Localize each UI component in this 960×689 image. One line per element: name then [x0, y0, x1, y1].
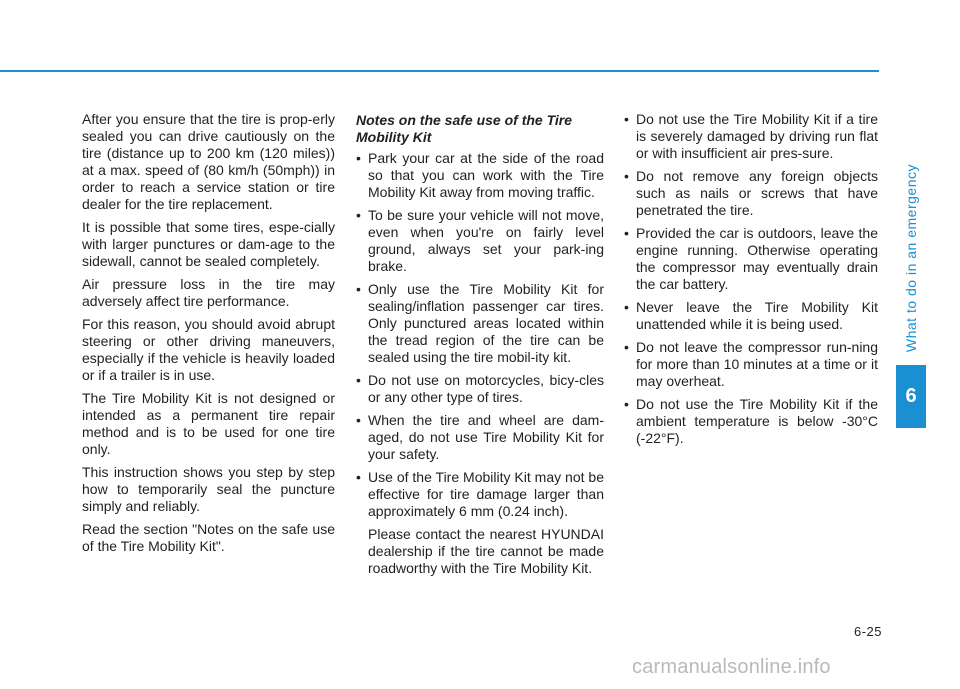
header-rule	[0, 70, 879, 72]
list-item: • Do not use the Tire Mobility Kit if the ambient temperature is below -30°C (-22°F).	[624, 396, 878, 446]
page-number: 6-25	[853, 624, 882, 639]
bullet-icon: •	[624, 225, 629, 241]
bullet-icon: •	[624, 111, 629, 127]
bullet-icon: •	[356, 412, 361, 428]
list-item: • Do not use the Tire Mobility Kit if a tire is severely damaged by driving run flat or with insufficient air pres-sure.	[624, 111, 878, 161]
chapter-side-tab	[896, 0, 926, 352]
list-item: • Never leave the Tire Mobility Kit unattended while it is being used.	[624, 299, 878, 332]
bullet-icon: •	[624, 299, 629, 315]
list-item: • Do not use on motorcycles, bicy-cles or any other type of tires.	[356, 372, 604, 405]
list-item: • Only use the Tire Mobility Kit for sealing/inflation passenger car tires. Only punctured areas located within the tread region of the tire can be sealed using the tire mobil-ity kit.	[356, 281, 604, 365]
safety-notes-list-continued	[624, 111, 878, 447]
column-1	[82, 111, 335, 561]
chapter-title: What to do in an emergency	[903, 163, 919, 352]
bullet-icon: •	[624, 339, 629, 355]
list-item: • Do not leave the compressor run-ning for more than 10 minutes at a time or it may overheat.	[624, 339, 878, 389]
bullet-icon: •	[356, 372, 361, 388]
bullet-icon: •	[624, 396, 629, 412]
section-heading: Notes on the safe use of the Tire Mobility Kit	[356, 112, 573, 145]
bullet-icon: •	[356, 150, 361, 166]
paragraph: The Tire Mobility Kit is not designed or intended as a permanent tire repair method and is to be used for one tire only.	[82, 390, 335, 457]
paragraph: Read the section "Notes on the safe use of the Tire Mobility Kit".	[82, 521, 335, 554]
bullet-icon: •	[356, 281, 361, 297]
paragraph: After you ensure that the tire is prop-erly sealed you can drive cautiously on the tire (distance up to 200 km (120 miles)) at a max. speed of (80 km/h (50mph)) in order to reach a service station or tire dealer for the tire replacement.	[82, 111, 335, 212]
paragraph: It is possible that some tires, espe-cially with larger punctures or dam-age to the sidewall, cannot be sealed completely.	[82, 219, 335, 269]
list-item: • Do not remove any foreign objects such as nails or screws that have penetrated the tire.	[624, 168, 878, 218]
bullet-icon: •	[356, 469, 361, 485]
paragraph: Air pressure loss in the tire may adversely affect tire performance.	[82, 276, 335, 309]
bullet-icon: •	[356, 207, 361, 223]
watermark-text: carmanualsonline.info	[632, 656, 831, 678]
chapter-number-badge: 6	[896, 365, 926, 428]
paragraph: This instruction shows you step by step how to temporarily seal the puncture simply and reliably.	[82, 464, 335, 514]
column-3	[624, 111, 878, 453]
safety-notes-list	[356, 150, 604, 520]
list-item: • Use of the Tire Mobility Kit may not be effective for tire damage larger than approximately 6 mm (0.24 inch).	[356, 469, 604, 519]
column-2	[356, 112, 604, 583]
paragraph: For this reason, you should avoid abrupt steering or other driving maneuvers, especially if the vehicle is heavily loaded or if a trailer is in use.	[82, 316, 335, 383]
list-item: • To be sure your vehicle will not move, even when you're on fairly level ground, always set your park-ing brake.	[356, 207, 604, 274]
dealer-contact-note: Please contact the nearest HYUNDAI dealership if the tire cannot be made roadworthy with the Tire Mobility Kit.	[368, 526, 604, 576]
list-item: • Provided the car is outdoors, leave the engine running. Otherwise operating the compressor may eventually drain the car battery.	[624, 225, 878, 292]
list-item: • Park your car at the side of the road so that you can work with the Tire Mobility Kit away from moving traffic.	[356, 150, 604, 200]
bullet-icon: •	[624, 168, 629, 184]
list-item: • When the tire and wheel are dam-aged, do not use Tire Mobility Kit for your safety.	[356, 412, 604, 462]
